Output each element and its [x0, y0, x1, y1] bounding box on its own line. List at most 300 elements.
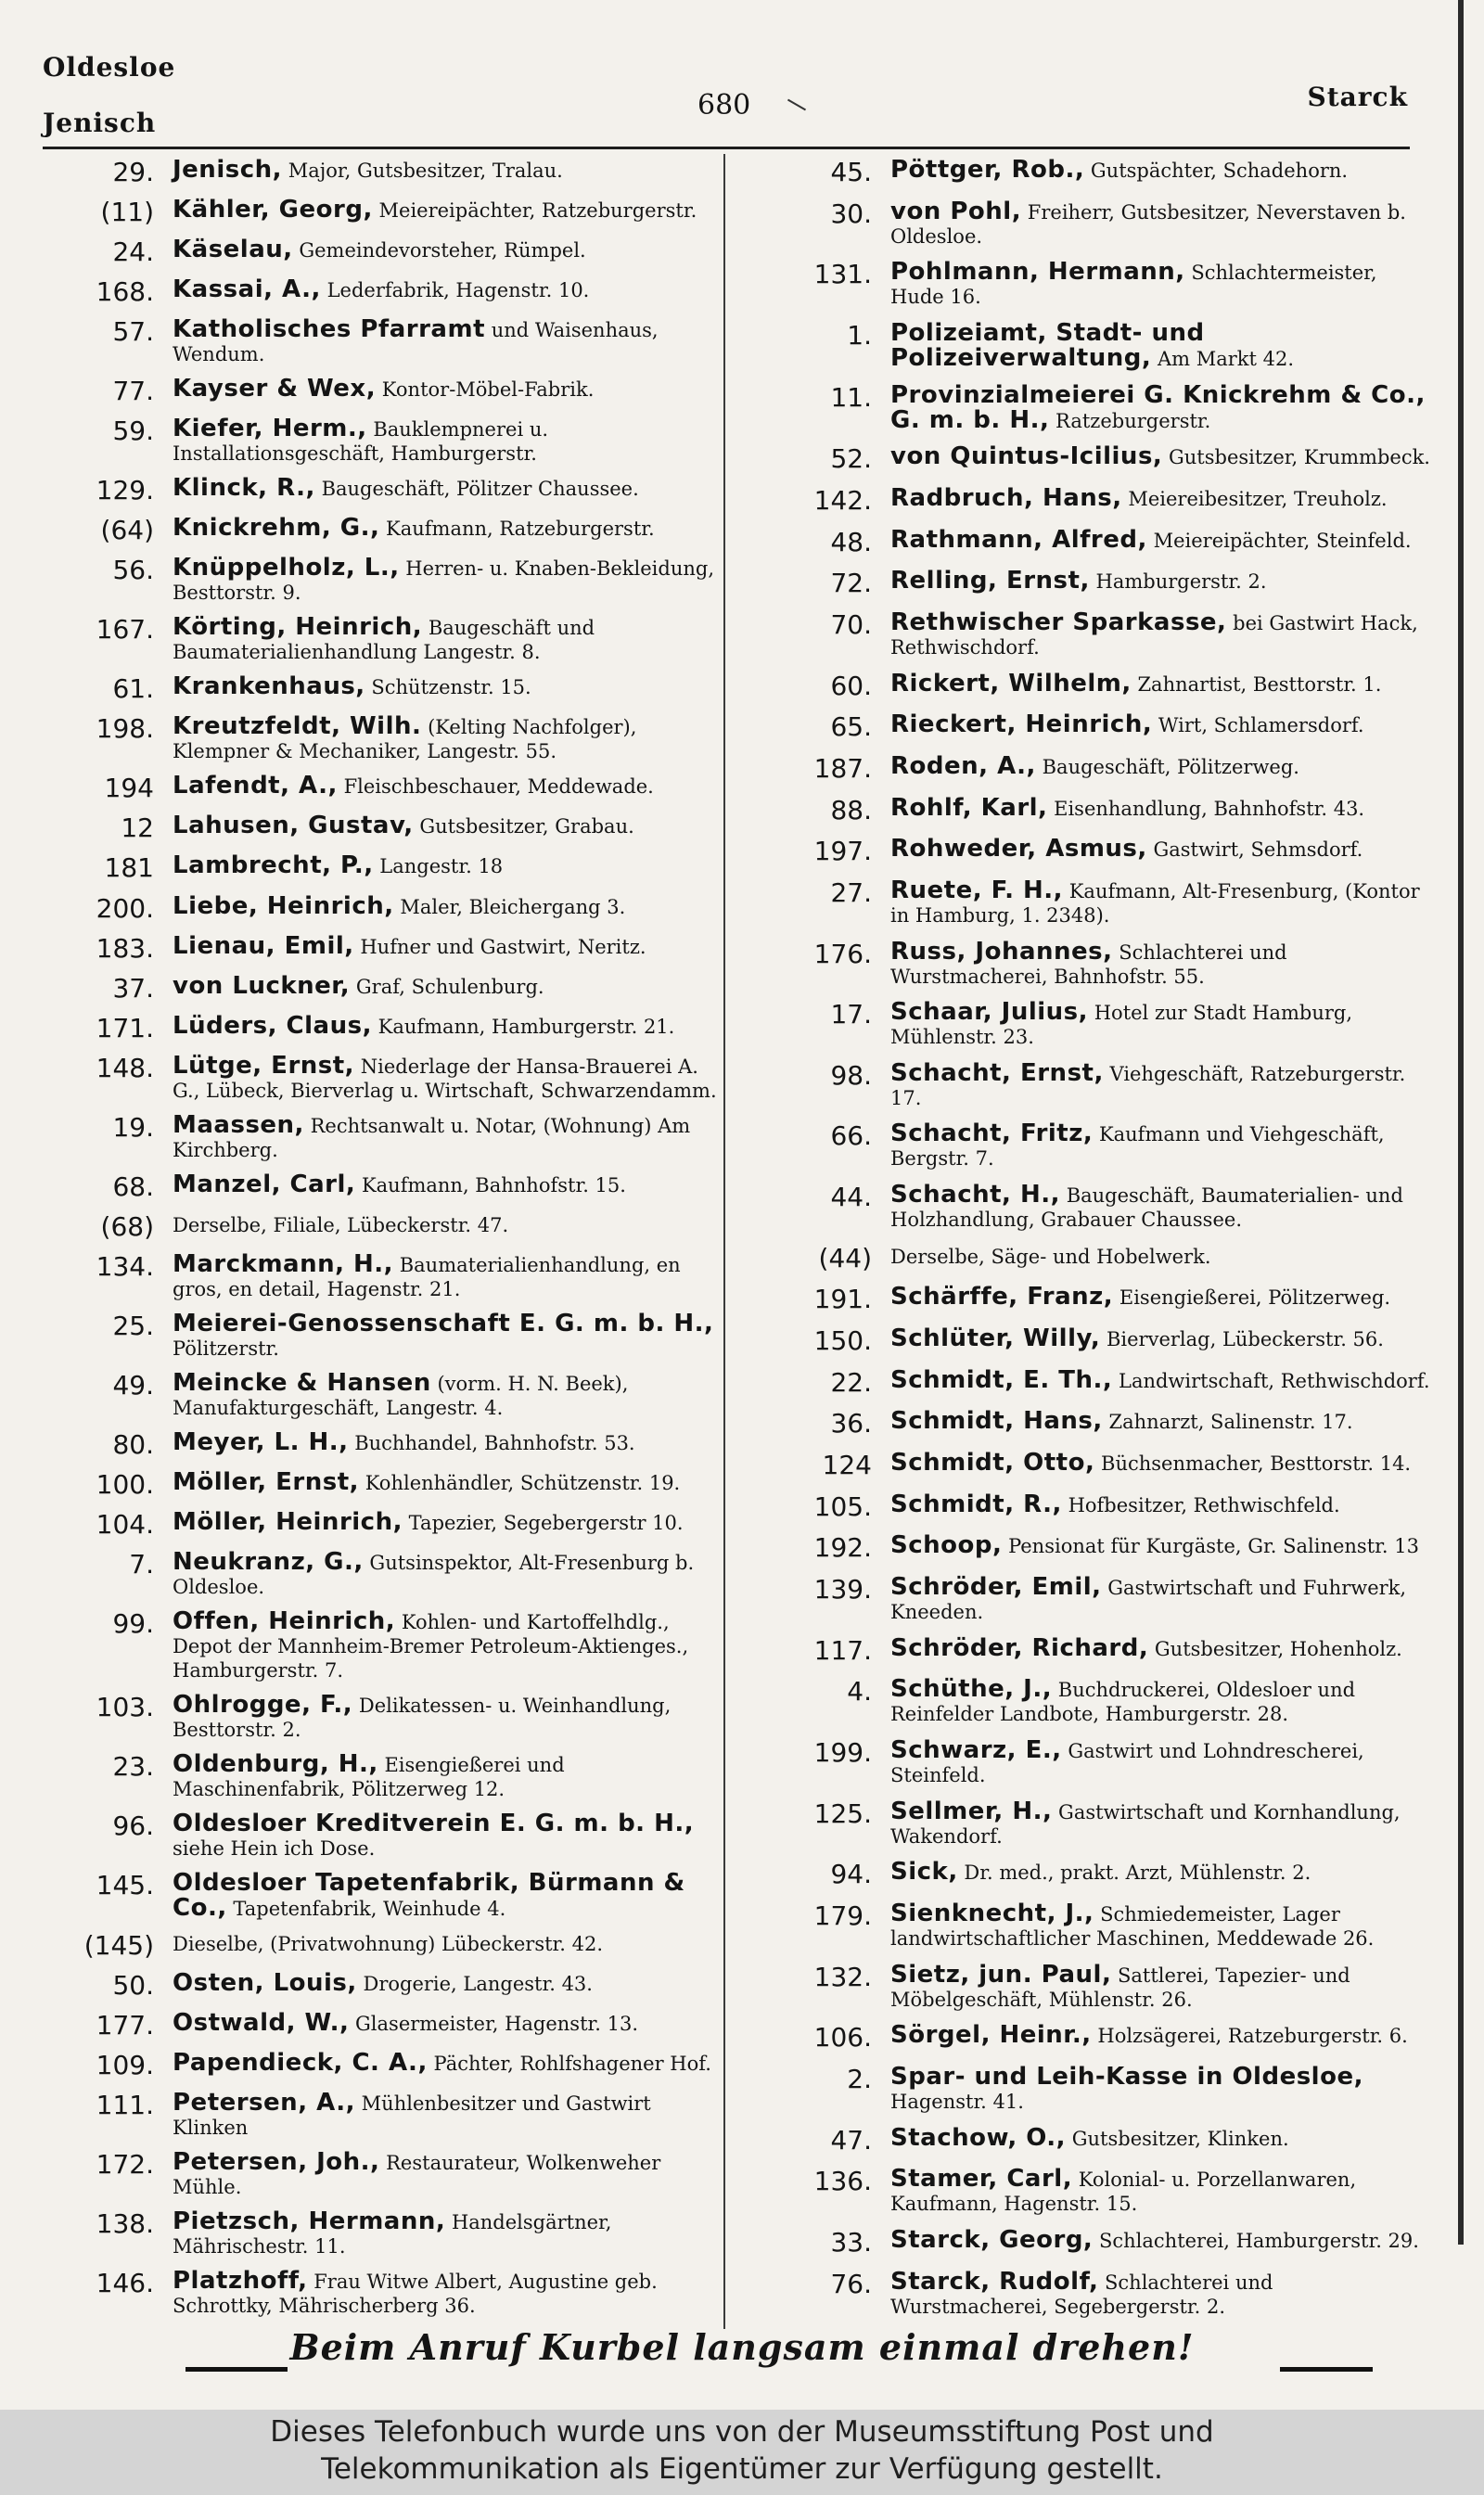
- phone-number: 27.: [830, 876, 872, 908]
- subscriber-details: Gutsinspektor, Alt-Fresenburg b. Oldesloe.: [173, 1551, 695, 1598]
- subscriber-details: Eisengießerei und Maschinenfabrik, Pölitzerweg 12.: [173, 1754, 565, 1801]
- subscriber-name: Lienau, Emil,: [173, 931, 354, 960]
- phone-number: 24.: [112, 237, 154, 268]
- phone-number: 52.: [830, 443, 872, 475]
- subscriber-details: Meiereipächter, Steinfeld.: [1153, 529, 1412, 552]
- entry-text: [173, 1311, 718, 1361]
- subscriber-details: Kaufmann, Hamburgerstr. 21.: [377, 1015, 675, 1038]
- directory-entry: [761, 1121, 1436, 1171]
- subscriber-details: Wirt, Schlamersdorf.: [1158, 714, 1364, 737]
- phone-number: 94.: [830, 1859, 872, 1890]
- subscriber-name: Schlüter, Willy,: [890, 1324, 1101, 1353]
- phone-number: 183.: [96, 932, 154, 964]
- entry-text: [173, 1507, 718, 1536]
- subscriber-name: Polizeiamt, Stadt- und Polizeiverwaltung,: [890, 318, 1205, 372]
- directory-entry: [43, 1368, 718, 1420]
- entry-text: [173, 1606, 718, 1683]
- phone-number: 59.: [112, 416, 154, 447]
- subscriber-name: Lüders, Claus,: [173, 1011, 372, 1040]
- entry-text: [890, 751, 1436, 780]
- directory-entry: [761, 2167, 1436, 2216]
- subscriber-details: Gutsbesitzer, Hohenholz.: [1154, 1637, 1402, 1660]
- directory-entry: [761, 569, 1436, 598]
- subscriber-details: Drogerie, Langestr. 43.: [363, 1973, 593, 1996]
- phone-number: 142.: [813, 484, 872, 516]
- directory-entry: [43, 1547, 718, 1599]
- subscriber-name: Schröder, Emil,: [890, 1573, 1102, 1602]
- subscriber-details: Schützenstr. 15.: [371, 676, 531, 699]
- subscriber-details: Major, Gutsbesitzer, Tralau.: [288, 160, 563, 182]
- subscriber-details: Kaufmann, Ratzeburgerstr.: [386, 518, 655, 541]
- entry-text: [173, 158, 718, 183]
- entry-text: [173, 813, 718, 838]
- subscriber-name: Sellmer, H.,: [890, 1797, 1053, 1825]
- entry-text: [890, 260, 1436, 309]
- phone-number: 2.: [847, 2063, 872, 2094]
- directory-entry: [761, 158, 1436, 187]
- entry-text: [890, 158, 1436, 183]
- entry-text: [890, 2167, 1436, 2216]
- entry-text: [173, 1172, 718, 1197]
- subscriber-details: Schlachtermeister, Hude 16.: [890, 262, 1377, 309]
- entry-text: [173, 1011, 718, 1040]
- directory-entry: [761, 483, 1436, 516]
- entry-text: [890, 1451, 1436, 1476]
- subscriber-name: Provinzialmeierei G. Knickrehm & Co., G. m. b. H.,: [890, 380, 1426, 434]
- entry-text: [890, 199, 1436, 249]
- subscriber-name: Osten, Louis,: [173, 1969, 357, 1998]
- subscriber-details: Dieselbe, (Privatwohnung) Lübeckerstr. 42.: [173, 1933, 604, 1956]
- subscriber-details: Hagenstr. 41.: [890, 2090, 1024, 2113]
- directory-entry: [43, 416, 718, 466]
- subscriber-name: Rickert, Wilhelm,: [890, 669, 1132, 697]
- entry-text: [173, 774, 718, 799]
- subscriber-name: Möller, Ernst,: [173, 1467, 359, 1496]
- entry-text: [890, 1960, 1436, 2012]
- directory-entry: [43, 853, 718, 883]
- phone-number: 172.: [96, 2149, 154, 2181]
- entry-text: [890, 793, 1436, 822]
- directory-entry: [43, 2011, 718, 2041]
- phone-number: 106.: [813, 2022, 872, 2054]
- subscriber-name: Sörgel, Heinr.,: [890, 2021, 1092, 2050]
- phone-number: 61.: [112, 673, 154, 705]
- directory-entry: [761, 1960, 1436, 2012]
- entry-text: [173, 317, 718, 366]
- subscriber-details: Kolonial- u. Porzellanwaren, Kaufmann, Hagenstr. 15.: [890, 2169, 1357, 2216]
- phone-number: 181: [104, 852, 154, 884]
- directory-entry: [43, 2051, 718, 2080]
- subscriber-details: Baugeschäft, Baumaterialien- und Holzhandlung, Grabauer Chaussee.: [890, 1184, 1403, 1232]
- phone-number: 30.: [830, 198, 872, 229]
- subscriber-details: Zahnartist, Besttorstr. 1.: [1137, 672, 1382, 696]
- subscriber-name: Ohlrogge, F.,: [173, 1691, 353, 1719]
- entry-text: [173, 556, 718, 605]
- subscriber-name: Kiefer, Herm.,: [173, 415, 367, 443]
- directory-entry: [761, 1738, 1436, 1787]
- header-town-top: Oldesloe: [43, 52, 176, 83]
- directory-entry: [43, 1931, 718, 1961]
- entry-text: [173, 1931, 718, 1956]
- subscriber-name: Rieckert, Heinrich,: [890, 710, 1153, 739]
- directory-entry: [43, 158, 718, 187]
- subscriber-details: Buchhandel, Bahnhofstr. 53.: [354, 1431, 635, 1454]
- subscriber-name: Roden, A.,: [890, 751, 1036, 780]
- donation-note-line1: Dieses Telefonbuch wurde uns von der Museumsstiftung Post und: [270, 2415, 1214, 2449]
- entry-text: [173, 1752, 718, 1801]
- subscriber-details: Baugeschäft, Pölitzerweg.: [1042, 755, 1299, 778]
- directory-entry: [761, 2267, 1436, 2319]
- subscriber-name: Schwarz, E.,: [890, 1736, 1062, 1764]
- entry-text: [173, 1249, 718, 1301]
- subscriber-name: Petersen, Joh.,: [173, 2148, 380, 2177]
- subscriber-details: Hamburgerstr. 2.: [1095, 570, 1267, 594]
- entry-text: [890, 2123, 1436, 2152]
- phone-number: 70.: [830, 608, 872, 640]
- directory-entry: [761, 2225, 1436, 2258]
- phone-number: 103.: [96, 1692, 154, 1722]
- subscriber-details: Langestr. 18: [379, 855, 504, 878]
- phone-number: 50.: [112, 1970, 154, 2002]
- subscriber-name: Lambrecht, P.,: [173, 851, 374, 880]
- entry-text: [890, 2062, 1436, 2114]
- subscriber-name: Lafendt, A.,: [173, 772, 338, 800]
- page-number: 680: [697, 89, 751, 122]
- subscriber-name: Rohweder, Asmus,: [890, 835, 1147, 864]
- phone-number: 191.: [813, 1284, 872, 1315]
- subscriber-details: Kaufmann, Alt-Fresenburg, (Kontor in Hamburg, 1. 2348).: [890, 879, 1420, 927]
- phone-number: 96.: [112, 1810, 154, 1842]
- directory-entry: [761, 610, 1436, 659]
- subscriber-name: Kayser & Wex,: [173, 375, 377, 403]
- subscriber-details: Baugeschäft, Pölitzer Chaussee.: [321, 478, 639, 501]
- phone-number: 68.: [112, 1171, 154, 1202]
- subscriber-name: Schmidt, Hans,: [890, 1407, 1103, 1436]
- phone-number: 25.: [112, 1310, 154, 1341]
- subscriber-name: Starck, Rudolf,: [890, 2267, 1099, 2296]
- directory-entry: [43, 2269, 718, 2318]
- directory-entry: [43, 714, 718, 763]
- entry-text: [890, 2225, 1436, 2254]
- phone-number: (11): [100, 197, 154, 228]
- entry-text: [890, 712, 1436, 737]
- directory-entry: [761, 525, 1436, 557]
- phone-number: 138.: [96, 2208, 154, 2240]
- subscriber-name: Knüppelholz, L.,: [173, 554, 400, 582]
- entry-text: [173, 1871, 718, 1921]
- directory-entry: [43, 774, 718, 803]
- subscriber-details: Maler, Bleichergang 3.: [400, 895, 626, 918]
- directory-entry: [43, 1427, 718, 1460]
- subscriber-details: Eisengießerei, Pölitzerweg.: [1119, 1286, 1391, 1310]
- phone-number: 65.: [830, 711, 872, 743]
- directory-entry: [761, 1633, 1436, 1666]
- entry-text: [173, 931, 718, 960]
- phone-number: 11.: [830, 381, 872, 413]
- phone-number: 187.: [813, 752, 872, 784]
- phone-number: 48.: [830, 526, 872, 557]
- phone-number: 150.: [813, 1325, 872, 1357]
- directory-entry: [761, 712, 1436, 742]
- subscriber-details: Baugeschäft und Baumaterialienhandlung Langestr. 8.: [173, 617, 595, 664]
- header-last-entry: Starck: [1307, 82, 1408, 112]
- phone-number: 60.: [830, 670, 872, 701]
- subscriber-name: Lahusen, Gustav,: [173, 812, 414, 840]
- directory-entry: [761, 793, 1436, 825]
- directory-entry: [43, 1752, 718, 1801]
- subscriber-name: Rohlf, Karl,: [890, 793, 1048, 822]
- directory-entry: [43, 971, 718, 1004]
- subscriber-details: Pächter, Rohlfshagener Hof.: [433, 2053, 711, 2076]
- phone-number: 124: [822, 1450, 872, 1481]
- subscriber-details: Gemeindevorsteher, Rümpel.: [299, 239, 586, 262]
- entry-text: [173, 377, 718, 402]
- subscriber-details: Derselbe, Säge- und Hobelwerk.: [890, 1245, 1211, 1268]
- subscriber-details: Eisenhandlung, Bahnhofstr. 43.: [1054, 797, 1365, 820]
- subscriber-name: Liebe, Heinrich,: [173, 891, 394, 920]
- entry-text: [890, 483, 1436, 512]
- subscriber-details: Bauklempnerei u. Installationsgeschäft, Hamburgerstr.: [173, 418, 549, 466]
- phone-number: 44.: [830, 1182, 872, 1213]
- subscriber-details: Glasermeister, Hagenstr. 13.: [355, 2013, 638, 2036]
- phone-number: 167.: [96, 614, 154, 646]
- entry-text: [173, 476, 718, 501]
- subscriber-name: Kreutzfeldt, Wilh.: [173, 712, 422, 741]
- directory-entry: [43, 1693, 718, 1742]
- directory-entry: [43, 2150, 718, 2199]
- directory-entry: [761, 2062, 1436, 2114]
- directory-entry: [43, 2209, 718, 2258]
- subscriber-name: Stachow, O.,: [890, 2123, 1067, 2152]
- directory-entry: [43, 2091, 718, 2140]
- phone-number: 197.: [813, 836, 872, 867]
- subscriber-details: (Kelting Nachfolger), Klempner & Mechaniker, Langestr. 55.: [173, 716, 637, 763]
- subscriber-name: Klinck, R.,: [173, 474, 315, 503]
- directory-entry: [43, 476, 718, 505]
- subscriber-details: Kohlenhändler, Schützenstr. 19.: [365, 1471, 681, 1494]
- subscriber-details: Am Markt 42.: [1157, 347, 1294, 370]
- entry-text: [173, 2091, 718, 2140]
- directory-entry: [43, 1606, 718, 1683]
- phone-number: 47.: [830, 2124, 872, 2156]
- phone-number: 1.: [847, 319, 872, 351]
- directory-entry: [43, 1172, 718, 1202]
- entry-text: [173, 1467, 718, 1496]
- header-mark: [787, 99, 806, 111]
- directory-entry: [43, 516, 718, 545]
- entry-text: [173, 1427, 718, 1456]
- directory-entry: [43, 1811, 718, 1861]
- phone-number: 66.: [830, 1120, 872, 1152]
- subscriber-name: Schaar, Julius,: [890, 998, 1089, 1027]
- subscriber-name: Jenisch,: [173, 156, 283, 184]
- phone-number: 12: [121, 812, 154, 844]
- subscriber-name: von Quintus-Icilius,: [890, 442, 1163, 471]
- subscriber-name: Russ, Johannes,: [890, 937, 1113, 966]
- subscriber-details: Frau Witwe Albert, Augustine geb. Schrottky, Mährischerberg 36.: [173, 2271, 658, 2318]
- subscriber-details: Gastwirtschaft und Fuhrwerk, Kneeden.: [890, 1577, 1407, 1624]
- subscriber-details: Landwirtschaft, Rethwischdorf.: [1119, 1369, 1430, 1392]
- phone-number: 132.: [813, 1961, 872, 1992]
- directory-entry: [43, 1249, 718, 1301]
- directory-entry: [43, 931, 718, 964]
- entry-text: [173, 1051, 718, 1103]
- subscriber-name: Sick,: [890, 1858, 958, 1887]
- phone-number: 4.: [847, 1676, 872, 1708]
- phone-number: 194: [104, 773, 154, 804]
- subscriber-name: Manzel, Carl,: [173, 1170, 356, 1198]
- entry-text: [890, 1492, 1436, 1517]
- subscriber-name: Oldesloer Kreditverein E. G. m. b. H.,: [173, 1810, 695, 1838]
- donation-note: [0, 2410, 1484, 2495]
- phone-number: 29.: [112, 157, 154, 187]
- directory-entry: [43, 1871, 718, 1921]
- phone-number: 7.: [129, 1548, 154, 1580]
- phone-number: 33.: [830, 2226, 872, 2258]
- entry-text: [890, 1533, 1436, 1558]
- directory-entry: [43, 198, 718, 227]
- directory-entry: [43, 1971, 718, 2001]
- subscriber-name: Schmidt, Otto,: [890, 1449, 1095, 1478]
- phone-number: 56.: [112, 555, 154, 586]
- subscriber-name: Schmidt, R.,: [890, 1490, 1062, 1518]
- entry-text: [890, 669, 1436, 697]
- donation-note-line2: Telekommunikation als Eigentümer zur Verfügung gestellt.: [321, 2452, 1163, 2486]
- phone-number: 117.: [813, 1634, 872, 1666]
- phone-number: 80.: [112, 1428, 154, 1460]
- entry-text: [173, 2011, 718, 2036]
- entry-text: [173, 2150, 718, 2199]
- phone-number: 57.: [112, 316, 154, 348]
- entry-text: [890, 525, 1436, 554]
- subscriber-details: Bierverlag, Lübeckerstr. 56.: [1106, 1328, 1384, 1351]
- entry-text: [173, 2269, 718, 2318]
- subscriber-details: Meiereipächter, Ratzeburgerstr.: [378, 199, 697, 223]
- directory-entry: [761, 878, 1436, 928]
- subscriber-details: Gutsbesitzer, Krummbeck.: [1168, 446, 1430, 469]
- subscriber-details: Schlachterei, Hamburgerstr. 29.: [1099, 2229, 1419, 2252]
- phone-number: 105.: [813, 1491, 872, 1522]
- subscriber-details: Ratzeburgerstr.: [1055, 409, 1211, 432]
- subscriber-details: Hofbesitzer, Rethwischfeld.: [1068, 1493, 1340, 1516]
- subscriber-name: von Pohl,: [890, 197, 1022, 225]
- subscriber-details: Delikatessen- u. Weinhandlung, Besttorstr. 2.: [173, 1695, 672, 1741]
- subscriber-details: (vorm. H. N. Beek), Manufakturgeschäft, Langestr. 4.: [173, 1372, 629, 1419]
- subscriber-name: Starck, Georg,: [890, 2225, 1094, 2254]
- directory-entry: [43, 1507, 718, 1540]
- entry-text: [173, 416, 718, 466]
- entry-text: [890, 878, 1436, 928]
- subscriber-name: Schärffe, Franz,: [890, 1283, 1114, 1311]
- subscriber-name: Offen, Heinrich,: [173, 1606, 396, 1635]
- subscriber-name: Sienknecht, J.,: [890, 1899, 1094, 1927]
- phone-number: 22.: [830, 1366, 872, 1398]
- phone-number: 177.: [96, 2010, 154, 2041]
- subscriber-details: Gastwirtschaft und Kornhandlung, Wakendorf.: [890, 1800, 1401, 1848]
- phone-number: 139.: [813, 1574, 872, 1606]
- phone-number: (64): [100, 515, 154, 546]
- entry-text: [890, 1799, 1436, 1849]
- entry-text: [890, 1677, 1436, 1726]
- subscriber-name: von Luckner,: [173, 971, 351, 1000]
- entry-text: [173, 714, 718, 763]
- directory-entry: [761, 1285, 1436, 1314]
- entry-text: [890, 569, 1436, 594]
- entry-text: [890, 1633, 1436, 1662]
- directory-entry: [43, 1311, 718, 1361]
- directory-entry: [761, 1409, 1436, 1439]
- subscriber-details: Kaufmann und Viehgeschäft, Bergstr. 7.: [890, 1123, 1385, 1171]
- left-column: [43, 158, 718, 2319]
- phone-number: 77.: [112, 376, 154, 407]
- subscriber-details: Schmiedemeister, Lager landwirtschaftlicher Maschinen, Meddewade 26.: [890, 1902, 1375, 1950]
- entry-text: [890, 1285, 1436, 1310]
- subscriber-name: Käselau,: [173, 236, 293, 264]
- phone-number: 199.: [813, 1737, 872, 1768]
- directory-entry: [43, 377, 718, 406]
- subscriber-details: Tapezier, Segebergerstr 10.: [408, 1511, 684, 1534]
- phone-number: 171.: [96, 1012, 154, 1043]
- directory-entry: [761, 1901, 1436, 1951]
- subscriber-name: Schacht, H.,: [890, 1181, 1060, 1209]
- phone-number: 72.: [830, 568, 872, 599]
- subscriber-details: Tapetenfabrik, Weinhude 4.: [233, 1898, 506, 1921]
- subscriber-details: Lederfabrik, Hagenstr. 10.: [326, 279, 590, 302]
- phone-number: 168.: [96, 276, 154, 308]
- subscriber-details: Hotel zur Stadt Hamburg, Mühlenstr. 23.: [890, 1002, 1353, 1049]
- phone-number: 125.: [813, 1798, 872, 1829]
- phone-number: 100.: [96, 1468, 154, 1500]
- directory-entry: [43, 1110, 718, 1162]
- subscriber-name: Lütge, Ernst,: [173, 1051, 355, 1080]
- phone-number: 45.: [830, 157, 872, 187]
- entry-text: [173, 1693, 718, 1742]
- subscriber-details: Sattlerei, Tapezier- und Möbelgeschäft, Mühlenstr. 26.: [890, 1964, 1350, 2011]
- directory-entry: [761, 1244, 1436, 1273]
- directory-entry: [761, 1058, 1436, 1110]
- subscriber-name: Oldenburg, H.,: [173, 1750, 378, 1779]
- directory-entry: [761, 1799, 1436, 1849]
- entry-text: [890, 2267, 1436, 2319]
- directory-entry: [43, 674, 718, 704]
- subscriber-name: Oldesloer Tapetenfabrik, Bürmann & Co.,: [173, 1869, 685, 1923]
- subscriber-details: siehe Hein ich Dose.: [173, 1837, 376, 1861]
- entry-text: [890, 444, 1436, 469]
- phone-number: 134.: [96, 1250, 154, 1282]
- subscriber-details: Gutsbesitzer, Grabau.: [419, 815, 634, 838]
- subscriber-name: Maassen,: [173, 1110, 304, 1139]
- phone-number: 49.: [112, 1369, 154, 1401]
- subscriber-name: Schacht, Fritz,: [890, 1120, 1094, 1148]
- directory-entry: [43, 615, 718, 664]
- header-first-entry: Jenisch: [43, 108, 157, 138]
- subscriber-details: Pensionat für Kurgäste, Gr. Salinenstr. 13: [1008, 1535, 1419, 1558]
- subscriber-name: Petersen, A.,: [173, 2089, 355, 2118]
- entry-text: [890, 937, 1436, 989]
- directory-entry: [761, 2023, 1436, 2053]
- subscriber-name: Spar- und Leih-Kasse in Oldesloe,: [890, 2062, 1363, 2091]
- directory-entry: [761, 751, 1436, 784]
- entry-text: [890, 318, 1436, 372]
- entry-text: [890, 610, 1436, 659]
- subscriber-details: Graf, Schulenburg.: [355, 975, 544, 998]
- directory-entry: [761, 1860, 1436, 1889]
- phone-number: 200.: [96, 892, 154, 924]
- entry-text: [890, 1326, 1436, 1351]
- subscriber-name: Knickrehm, G.,: [173, 514, 380, 543]
- subscriber-details: Zahnarzt, Salinenstr. 17.: [1108, 1411, 1353, 1434]
- directory-entry: [761, 1000, 1436, 1049]
